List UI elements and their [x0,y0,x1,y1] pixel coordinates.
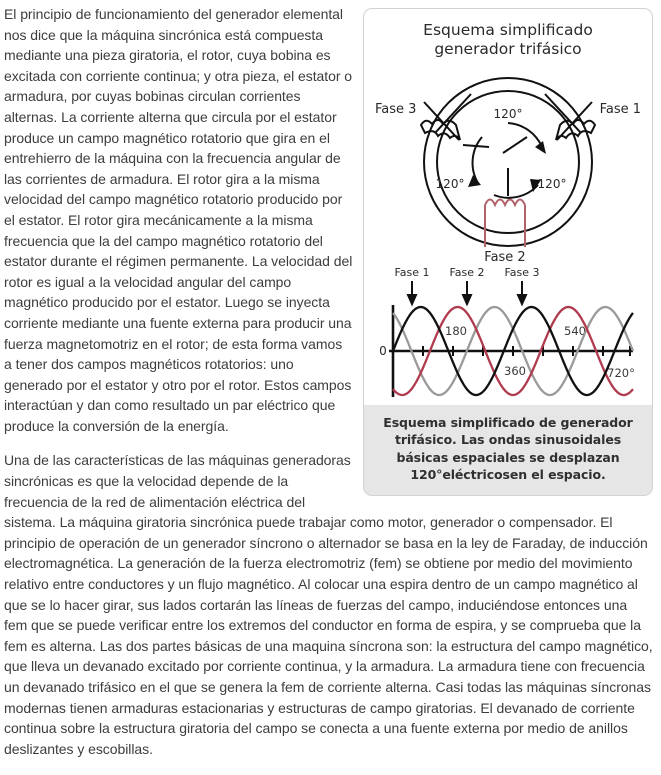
chart-xtick-540: 540 [564,324,586,338]
rotor-rotation-arrows [463,123,542,198]
three-phase-waveform-chart [367,263,649,403]
figure-panel [363,8,653,496]
angle-label-left: 120° [435,177,465,191]
waveform-annotation-fase3: Fase 3 [504,266,540,279]
stator-rings [424,78,592,246]
phase-annotation-arrows [408,281,526,304]
phase2-coil [485,200,525,248]
diagram-title-line2: generador trifásico [434,40,582,58]
paragraph-1: El principio de funcionamiento del generador elemental nos dice que la máquina sincrónica está compuesta mediante una pieza giratoria, el rotor, cuya bobina es excitada con corriente continua; y otra pieza, el estator o armadura, por cuyas bobinas circulan corrientes alternas. La corriente alterna que circula por el estator produce un campo magnético rotatorio que gira en el entrehierro de la máquina con la frecuencia angular de las corrientes de armadura. El rotor gira a la misma velocidad del campo magnético rotatorio producido por el estator. El rotor gira mecánicamente a la misma frecuencia que la del campo magnético rotatorio del estator durante el régimen permanente. La velocidad del rotor es igual a la velocidad angular del campo magnético producido por el estator. Luego se inyecta corriente mediante una fuente externa para producir una fuerza magnetomotriz en el rotor; de esta forma vamos a tener dos campos magnéticos rotatorios: uno generado por el estator y otro por el rotor. Estos campos interactúan y dan como resultado un par eléctrico que produce la conversión de la energía. [4,6,353,434]
phase3-label: Fase 3 [375,102,417,117]
chart-xtick-180: 180 [445,324,467,338]
figure-image [364,9,652,405]
phase1-label: Fase 1 [599,102,641,117]
paragraph-2: Una de las características de las máquinas generadoras sincrónicas es que la velocidad depende de la frecuencia de la red de alimentación eléctrica del sistema. La máquina giratoria sincrónica puede trabajar como motor, generador o compensador. El principio de operación de un generador síncrono o alternador se basa en la ley de Faraday, de inducción electromagnética. La generación de la fuerza electromotriz (fem) se obtiene por medio del movimiento relativo entre conductores y un flujo magnético. Al colocar una espira dentro de un campo magnético al que se lo hacer girar, sus lados cortarán las líneas de fuerzas del campo, induciéndose entonces una fem que se puede verificar entre los extremos del conductor en forma de espira, y se comprueba que la fem es alterna. Las dos partes básicas de una maquina síncrona son: la estructura del campo magnético, que lleva un devanado excitado por corriente continua, y la armadura. La armadura tiene con frecuencia un devanado trifásico en el que se genera la fem de corriente alterna. Casi todas las máquinas síncronas modernas tienen armaduras estacionarias y estructuras de campo giratorias. El devanado de corriente continua sobre la estructura giratoria del campo se conecta a una fuente externa por medio de anillos deslizantes y escobillas. [4,452,653,757]
phase2-label: Fase 2 [484,250,526,263]
chart-y-zero-label: 0 [379,344,387,358]
angle-label-right: 120° [537,177,567,191]
chart-xtick-720: 720° [607,366,635,380]
phase-annotations [394,266,539,279]
chart-xtick-360: 360 [504,364,526,378]
figure-caption: Esquema simplificado de generador trifásico. Las ondas sinusoidales básicas espaciales se desplazan 120°eléctricosen el espacio. [383,415,633,482]
waveform-annotation-fase1: Fase 1 [394,266,430,279]
waveform-annotation-fase2: Fase 2 [449,266,485,279]
angle-label-top: 120° [493,107,523,121]
generator-schematic-svg [367,15,649,263]
diagram-title-line1: Esquema simplificado [423,21,593,39]
